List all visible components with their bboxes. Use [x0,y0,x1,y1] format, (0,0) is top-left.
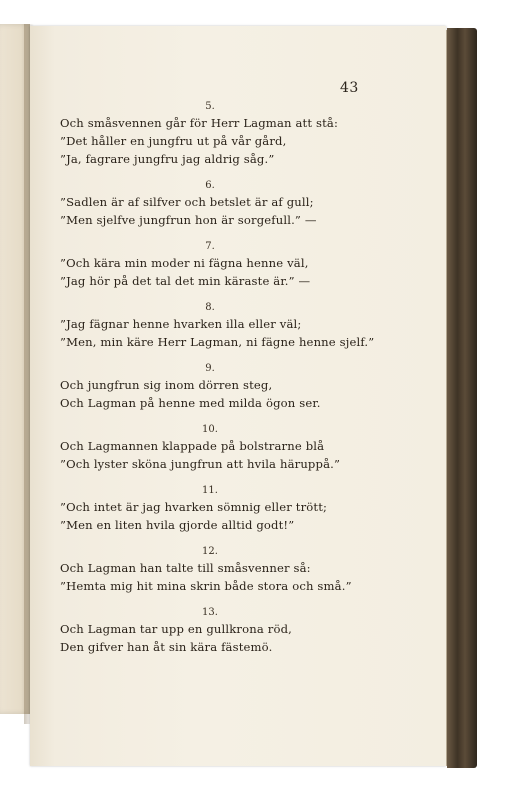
stanza-number: 11. [202,485,218,496]
verse-line: Och Lagman han talte till småsvenner så: [60,561,311,575]
verse-line: ”Men, min käre Herr Lagman, ni fägne henne sjelf.” [60,335,375,349]
verse-line: ”Det håller en jungfru ut på vår gård, [60,134,287,148]
stanza-number: 9. [205,363,215,374]
stanza [60,484,390,534]
verse-line: Och småsvennen går för Herr Lagman att stå: [60,116,338,130]
page-number: 43 [340,80,359,96]
stanza [60,301,390,351]
stanza [60,100,390,168]
stanza [60,179,390,229]
stanza-number: 13. [202,607,218,618]
stanza-number: 10. [202,424,218,435]
verse-line: ”Ja, fagrare jungfru jag aldrig såg.” [60,152,275,166]
verse-line: Och Lagman på henne med milda ögon ser. [60,396,321,410]
stanza [60,240,390,290]
verse-line: ”Men en liten hvila gjorde alltid godt!” [60,518,295,532]
poem-text [60,100,390,667]
verse-line: ”Men sjelfve jungfrun hon är sorgefull.” — [60,213,317,227]
book-cover [447,28,477,768]
verse-line: ”Hemta mig hit mina skrin både stora och små.” [60,579,352,593]
verse-line: ”Och kära min moder ni fägna henne väl, [60,256,309,270]
stanza [60,606,390,656]
stanza [60,362,390,412]
verse-line: Och Lagman tar upp en gullkrona röd, [60,622,292,636]
verse-line: Och Lagmannen klappade på bolstrarne blå [60,439,325,453]
book-page [30,26,446,766]
stanza-number: 12. [202,546,218,557]
verse-line: ”Och intet är jag hvarken sömnig eller trött; [60,500,328,514]
verse-line: ”Och lyster sköna jungfrun att hvila häruppå.” [60,457,341,471]
verse-line: ”Sadlen är af silfver och betslet är af gull; [60,195,314,209]
stanza-number: 8. [205,302,215,313]
stanza-number: 5. [205,101,215,112]
verse-line: Den gifver han åt sin kära fästemö. [60,640,273,654]
stanza [60,545,390,595]
verse-line: ”Jag fägnar henne hvarken illa eller väl; [60,317,302,331]
stanza-number: 6. [205,180,215,191]
verse-line: ”Jag hör på det tal det min käraste är.” — [60,274,311,288]
verse-line: Och jungfrun sig inom dörren steg, [60,378,273,392]
stanza-number: 7. [205,241,215,252]
stanza [60,423,390,473]
